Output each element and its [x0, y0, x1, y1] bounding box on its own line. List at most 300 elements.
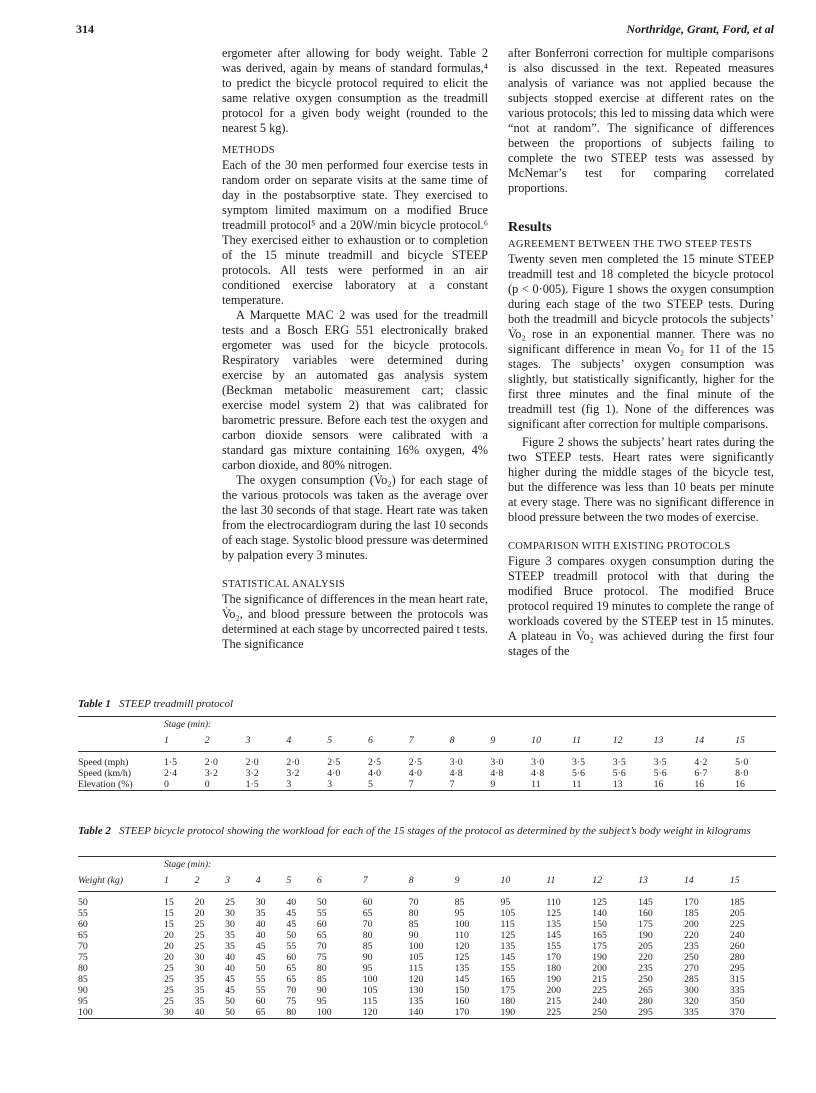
table-cell: 3·5 — [653, 757, 667, 768]
table-cell: 60 — [362, 897, 373, 908]
table-row — [78, 757, 776, 768]
table-cell: 7 — [449, 779, 455, 790]
stage-number: 12 — [612, 735, 623, 746]
table-cell: 3·0 — [531, 757, 545, 768]
table-cell: 115 — [362, 996, 378, 1007]
table-cell: 15 — [164, 908, 174, 919]
stage-number: 6 — [316, 875, 322, 886]
methods-paragraph: The oxygen consumption (V̇o₂) for each stage of the various protocols was taken as the average over the last 30 seconds of that stage. Heart rate was taken from the electrocardiogram during the last 10 seconds of each stage. Systolic blood pressure was determined by palpation every 3 minutes. — [222, 473, 488, 562]
table1-stage-row — [78, 731, 776, 752]
table-cell: 3·2 — [286, 768, 300, 779]
agreement-paragraph: Twenty seven men completed the 15 minute STEEP treadmill test and 18 completed the bicycle protocol (p < 0·005). Figure 1 shows the oxygen consumption during each stage of the two STEEP tests. During both the treadmill and bicycle protocols the subjects’ V̇o₂ rose in an exponential manner. There was no significant difference in mean V̇o₂ for 11 of the 15 stages. The subjects’ oxygen consumption was slightly, but statistically significantly, higher for the first three minutes and the final minute of the treadmill test (fig 1). None of the differences was significant after correction for multiple comparisons. — [508, 252, 774, 431]
table-cell: 105 — [500, 908, 516, 919]
table-row — [78, 919, 776, 930]
table-cell: 80 — [286, 1007, 297, 1018]
table-cell: 2·0 — [286, 757, 300, 768]
table-row — [78, 1007, 776, 1019]
table-cell: 225 — [729, 919, 745, 930]
stage-number: 7 — [362, 875, 368, 886]
table-row — [78, 985, 776, 996]
table-cell: 16 — [735, 779, 745, 790]
table-cell: 45 — [286, 908, 297, 919]
table-cell: 115 — [500, 919, 515, 930]
table-cell: 135 — [500, 941, 516, 952]
table-cell: 280 — [638, 996, 653, 1007]
table-cell: 90 — [316, 985, 327, 996]
row-label: 85 — [78, 974, 88, 985]
table-row — [78, 908, 776, 919]
table-cell: 25 — [194, 930, 205, 941]
table-cell: 270 — [684, 963, 699, 974]
table-cell: 4·8 — [449, 768, 463, 779]
stage-number: 14 — [694, 735, 705, 746]
table-cell: 40 — [225, 952, 235, 963]
table-cell: 180 — [500, 996, 516, 1007]
table-bottom-rule — [78, 1019, 776, 1020]
table-cell: 35 — [255, 908, 266, 919]
table-cell: 350 — [729, 996, 745, 1007]
table-cell: 200 — [684, 919, 699, 930]
row-label: Elevation (%) — [78, 779, 133, 790]
row-label: 80 — [78, 963, 88, 974]
table-cell: 145 — [638, 897, 653, 908]
table-cell: 320 — [684, 996, 699, 1007]
agreement-heading: AGREEMENT BETWEEN THE TWO STEEP TESTS — [508, 239, 753, 250]
table-cell: 190 — [638, 930, 653, 941]
table-cell: 125 — [454, 952, 470, 963]
table-cell: 300 — [684, 985, 699, 996]
table-cell: 70 — [408, 897, 419, 908]
row-label: 90 — [78, 985, 88, 996]
table-cell: 2·0 — [245, 757, 259, 768]
stage-number: 1 — [164, 735, 169, 746]
table-cell: 65 — [255, 1007, 266, 1018]
row-label: 55 — [78, 908, 88, 919]
table-cell: 2·5 — [408, 757, 422, 768]
table-cell: 95 — [316, 996, 327, 1007]
table-cell: 135 — [454, 963, 470, 974]
stage-number: 5 — [286, 875, 292, 886]
table-cell: 1·5 — [164, 757, 178, 768]
table-row — [78, 897, 776, 908]
comparison-heading: COMPARISON WITH EXISTING PROTOCOLS — [508, 541, 731, 552]
table-cell: 120 — [454, 941, 470, 952]
table-cell: 240 — [592, 996, 607, 1007]
table-cell: 185 — [684, 908, 699, 919]
table-cell: 80 — [316, 963, 327, 974]
table-row — [78, 930, 776, 941]
table-cell: 16 — [653, 779, 664, 790]
table-cell: 55 — [286, 941, 297, 952]
table-cell: 170 — [684, 897, 699, 908]
table-cell: 13 — [612, 779, 623, 790]
table-cell: 130 — [408, 985, 424, 996]
table-cell: 40 — [255, 919, 266, 930]
table-cell: 215 — [546, 996, 562, 1007]
table-cell: 180 — [546, 963, 562, 974]
table-cell: 200 — [592, 963, 607, 974]
stage-number: 10 — [500, 875, 511, 886]
table-cell: 35 — [194, 985, 205, 996]
table-cell: 185 — [729, 897, 745, 908]
table-cell: 16 — [694, 779, 705, 790]
table-cell: 20 — [164, 941, 174, 952]
row-label: 50 — [78, 897, 88, 908]
table-cell: 165 — [592, 930, 607, 941]
table-cell: 50 — [225, 1007, 235, 1018]
table-cell: 70 — [316, 941, 327, 952]
table-row — [78, 768, 776, 779]
stage-number: 10 — [531, 735, 541, 746]
table-cell: 3·2 — [204, 768, 218, 779]
table-cell: 95 — [362, 963, 373, 974]
table-row — [78, 996, 776, 1007]
table-cell: 115 — [408, 963, 424, 974]
table-cell: 0 — [164, 779, 169, 790]
table2 — [78, 856, 776, 1019]
table-cell: 235 — [638, 963, 653, 974]
table-cell: 190 — [592, 952, 607, 963]
table-cell: 90 — [362, 952, 373, 963]
table-cell: 45 — [255, 952, 266, 963]
table-cell: 55 — [255, 985, 266, 996]
table-cell: 200 — [546, 985, 562, 996]
stage-number: 13 — [653, 735, 664, 746]
table-cell: 8·0 — [735, 768, 749, 779]
table-cell: 2·5 — [327, 757, 341, 768]
table-row — [78, 963, 776, 974]
table-cell: 280 — [729, 952, 745, 963]
table2-weight-header: Weight (kg) — [78, 875, 124, 886]
table2-caption-label: Table 2 — [78, 825, 111, 837]
table2-caption — [78, 825, 768, 838]
table-cell: 75 — [316, 952, 327, 963]
row-label: 65 — [78, 930, 88, 941]
stage-number: 5 — [327, 735, 333, 746]
table-cell: 2·5 — [367, 757, 382, 768]
stage-number: 7 — [408, 735, 414, 746]
table-cell: 65 — [286, 974, 297, 985]
table-cell: 50 — [255, 963, 266, 974]
table-cell: 11 — [571, 779, 582, 790]
table-cell: 370 — [729, 1007, 745, 1018]
table-cell: 35 — [225, 930, 235, 941]
table-cell: 295 — [729, 963, 745, 974]
table-cell: 250 — [592, 1007, 607, 1018]
table-cell: 145 — [546, 930, 562, 941]
table1-caption-label: Table 1 — [78, 698, 111, 710]
table-cell: 285 — [684, 974, 699, 985]
table-cell: 100 — [362, 974, 378, 985]
table-cell: 1·5 — [245, 779, 259, 790]
table-cell: 5·6 — [653, 768, 667, 779]
table-cell: 55 — [255, 974, 266, 985]
table-cell: 50 — [286, 930, 297, 941]
table-row — [78, 941, 776, 952]
table-cell: 20 — [164, 952, 174, 963]
table-cell: 80 — [362, 930, 373, 941]
table-cell: 40 — [286, 897, 297, 908]
running-head: Northridge, Grant, Ford, et al — [626, 22, 774, 36]
table-cell: 120 — [362, 1007, 378, 1018]
table2-caption-text: STEEP bicycle protocol showing the workload for each of the 15 stages of the protocol as determined by the subject’s body weight in kilograms — [119, 825, 751, 837]
table-cell: 4·0 — [408, 768, 422, 779]
table-cell: 175 — [638, 919, 653, 930]
table-cell: 5·6 — [612, 768, 626, 779]
table-cell: 155 — [546, 941, 562, 952]
stats-paragraph: The significance of differences in the mean heart rate, V̇o₂, and blood pressure between the protocols was determined at each stage by uncorrected paired t tests. The significance — [222, 592, 488, 651]
table-cell: 295 — [638, 1007, 653, 1018]
table-cell: 30 — [194, 952, 205, 963]
table-cell: 25 — [164, 985, 174, 996]
table-cell: 335 — [729, 985, 745, 996]
table-cell: 100 — [316, 1007, 332, 1018]
table-cell: 110 — [546, 897, 561, 908]
stage-number: 4 — [286, 735, 292, 746]
table-cell: 160 — [454, 996, 470, 1007]
table-cell: 65 — [362, 908, 373, 919]
table1-caption-text: STEEP treadmill protocol — [119, 698, 234, 710]
table-cell: 50 — [225, 996, 235, 1007]
table-cell: 4·2 — [694, 757, 708, 768]
table-cell: 4·8 — [531, 768, 545, 779]
comparison-paragraph: Figure 3 compares oxygen consumption during the STEEP treadmill protocol with that during the modified Bruce protocol. The modified Bruce protocol required 19 minutes to complete the range of workloads covered by the STEEP test in 15 minutes. A plateau in V̇o₂ was achieved during the first four stages of the — [508, 554, 774, 658]
table-cell: 30 — [225, 919, 235, 930]
row-label: 100 — [78, 1007, 93, 1018]
table-cell: 40 — [255, 930, 266, 941]
table-cell: 265 — [638, 985, 653, 996]
table-cell: 4·0 — [367, 768, 382, 779]
table-cell: 75 — [286, 996, 297, 1007]
table-cell: 140 — [592, 908, 607, 919]
stage-number: 6 — [367, 735, 373, 746]
stage-number: 3 — [245, 735, 251, 746]
table-cell: 250 — [638, 974, 653, 985]
table-cell: 25 — [225, 897, 235, 908]
table-cell: 170 — [546, 952, 562, 963]
table-cell: 105 — [362, 985, 378, 996]
table-cell: 20 — [164, 930, 174, 941]
page-number: 314 — [76, 22, 94, 36]
stage-number: 1 — [164, 875, 169, 886]
table-cell: 15 — [164, 919, 174, 930]
table-cell: 25 — [194, 941, 205, 952]
table-cell: 125 — [592, 897, 607, 908]
agreement-paragraph: Figure 2 shows the subjects’ heart rates during the two STEEP tests. Heart rates were significantly higher during the middle stages of the bicycle test, but the difference was less than 10 beats per minute at every stage. There was no significant difference in blood pressure between the two modes of exercise. — [508, 435, 774, 524]
table-cell: 3 — [286, 779, 292, 790]
table-cell: 145 — [454, 974, 470, 985]
table-cell: 235 — [684, 941, 699, 952]
continued-paragraph: after Bonferroni correction for multiple comparisons is also discussed in the text. Repeated measures analysis of variance was not applied because the subjects stopped exercise at different rates on the various protocols; this led to missing data which were “not at random”. The significance of differences between the proportions of subjects failing to complete the two STEEP tests was assessed by McNemar’s test for comparing correlated proportions. — [508, 46, 774, 195]
table-cell: 9 — [490, 779, 496, 790]
table-cell: 2·4 — [164, 768, 178, 779]
stage-number: 14 — [684, 875, 694, 886]
stage-number: 8 — [449, 735, 455, 746]
table-cell: 45 — [255, 941, 266, 952]
table-cell: 25 — [164, 996, 174, 1007]
results-heading: Results — [508, 220, 552, 235]
table-cell: 11 — [531, 779, 541, 790]
table-cell: 105 — [408, 952, 424, 963]
table-bottom-rule — [78, 791, 776, 792]
table-cell: 95 — [500, 897, 511, 908]
table-cell: 5 — [367, 779, 373, 790]
table1-stage-header: Stage (min): — [164, 720, 212, 730]
stage-number: 3 — [225, 875, 231, 886]
table-cell: 65 — [316, 930, 327, 941]
methods-heading: METHODS — [222, 145, 275, 156]
table-cell: 2·0 — [204, 757, 218, 768]
table-cell: 30 — [255, 897, 266, 908]
table-cell: 3·5 — [612, 757, 626, 768]
table-cell: 90 — [408, 930, 419, 941]
table-cell: 25 — [164, 974, 174, 985]
table-cell: 45 — [225, 985, 235, 996]
table2-stage-row — [78, 871, 776, 892]
table-cell: 50 — [316, 897, 327, 908]
stage-number: 9 — [454, 875, 460, 886]
table-cell: 95 — [454, 908, 465, 919]
table-cell: 0 — [204, 779, 210, 790]
table-row — [78, 974, 776, 985]
table-cell: 225 — [592, 985, 607, 996]
table-cell: 60 — [255, 996, 266, 1007]
table-cell: 3 — [327, 779, 333, 790]
stage-number: 4 — [255, 875, 261, 886]
table-cell: 35 — [194, 974, 205, 985]
table-cell: 125 — [546, 908, 562, 919]
stage-number: 9 — [490, 735, 496, 746]
table-cell: 70 — [286, 985, 297, 996]
row-label: Speed (mph) — [78, 757, 129, 768]
table-cell: 135 — [546, 919, 562, 930]
stage-number: 15 — [735, 735, 745, 746]
table-cell: 70 — [362, 919, 373, 930]
table-cell: 60 — [316, 919, 327, 930]
table-cell: 30 — [225, 908, 235, 919]
table-cell: 315 — [729, 974, 745, 985]
table-cell: 85 — [362, 941, 373, 952]
intro-paragraph: ergometer after allowing for body weight. Table 2 was derived, again by means of standard formulas,⁴ to predict the bicycle protocol required to elicit the same relative oxygen consumption as the treadmill protocol for a given body weight (rounded to the nearest 5 kg). — [222, 46, 488, 135]
table-cell: 175 — [592, 941, 607, 952]
table-row — [78, 952, 776, 963]
table-cell: 60 — [286, 952, 297, 963]
stage-number: 2 — [194, 875, 200, 886]
table-cell: 205 — [638, 941, 653, 952]
table-cell: 155 — [500, 963, 516, 974]
table-cell: 7 — [408, 779, 414, 790]
table-cell: 150 — [592, 919, 607, 930]
table-cell: 5·6 — [571, 768, 586, 779]
table-cell: 45 — [225, 974, 235, 985]
table-cell: 100 — [454, 919, 470, 930]
table-cell: 240 — [729, 930, 745, 941]
table-cell: 125 — [500, 930, 516, 941]
stage-number: 11 — [571, 735, 582, 746]
table-cell: 3·0 — [490, 757, 504, 768]
stage-number: 12 — [592, 875, 603, 886]
table-cell: 25 — [164, 963, 174, 974]
table-cell: 6·7 — [694, 768, 708, 779]
table-cell: 35 — [194, 996, 205, 1007]
table-cell: 190 — [500, 1007, 516, 1018]
table-cell: 3·2 — [245, 768, 259, 779]
stage-number: 11 — [546, 875, 556, 886]
table-cell: 220 — [638, 952, 653, 963]
table-cell: 205 — [729, 908, 745, 919]
table-cell: 20 — [194, 908, 205, 919]
table-cell: 145 — [500, 952, 516, 963]
table-cell: 40 — [225, 963, 235, 974]
row-label: 60 — [78, 919, 88, 930]
table-cell: 165 — [500, 974, 516, 985]
table-cell: 3·0 — [449, 757, 463, 768]
table-cell: 110 — [454, 930, 469, 941]
table-cell: 175 — [500, 985, 516, 996]
table-cell: 85 — [316, 974, 327, 985]
table-cell: 35 — [225, 941, 235, 952]
table2-stage-header: Stage (min): — [164, 860, 212, 870]
table-cell: 4·8 — [490, 768, 504, 779]
table1-caption — [78, 698, 233, 710]
row-label: 75 — [78, 952, 88, 963]
left-column — [222, 46, 488, 652]
table-cell: 250 — [684, 952, 699, 963]
table-cell: 120 — [408, 974, 424, 985]
table-cell: 15 — [164, 897, 174, 908]
table-cell: 160 — [638, 908, 653, 919]
table-cell: 55 — [316, 908, 327, 919]
table-cell: 5·0 — [735, 757, 749, 768]
table1 — [78, 716, 776, 791]
table-cell: 40 — [194, 1007, 205, 1018]
table-cell: 65 — [286, 963, 297, 974]
table-cell: 85 — [408, 919, 419, 930]
table-cell: 225 — [546, 1007, 562, 1018]
table-cell: 190 — [546, 974, 562, 985]
methods-paragraph: Each of the 30 men performed four exercise tests in random order on separate visits at the same time of day in the postabsorptive state. They exercised to symptom limited maximum on a modified Bruce treadmill protocol⁵ and a 20W/min bicycle protocol.⁶ They exercised either to exhaustion or to completion of the 15 minute treadmill and bicycle STEEP protocols. All tests were performed in an air conditioned exercise laboratory at a constant temperature. — [222, 158, 488, 307]
table-cell: 100 — [408, 941, 424, 952]
table-cell: 45 — [286, 919, 297, 930]
table-cell: 135 — [408, 996, 424, 1007]
table-cell: 30 — [164, 1007, 174, 1018]
row-label: Speed (km/h) — [78, 768, 132, 779]
table-cell: 215 — [592, 974, 607, 985]
table-cell: 170 — [454, 1007, 470, 1018]
stage-number: 15 — [729, 875, 740, 886]
stage-number: 13 — [638, 875, 648, 886]
row-label: 95 — [78, 996, 88, 1007]
table-cell: 335 — [684, 1007, 699, 1018]
table-cell: 140 — [408, 1007, 424, 1018]
table-cell: 80 — [408, 908, 419, 919]
table-cell: 4·0 — [327, 768, 341, 779]
methods-paragraph: A Marquette MAC 2 was used for the treadmill tests and a Bosch ERG 551 electronically braked ergometer was used for the bicycle protocols. Respiratory variables were determined during exercise by an automated gas analysis system (Beckman metabolic measurement cart; classic exercise model system 2) that was calibrated for barometric pressure. Before each test the oxygen and carbon dioxide sensors were calibrated with a standard gas mixture containing 16% oxygen, 4% carbon dioxide, and 80% nitrogen. — [222, 308, 488, 472]
table-cell: 220 — [684, 930, 699, 941]
table-cell: 85 — [454, 897, 465, 908]
stats-heading: STATISTICAL ANALYSIS — [222, 579, 346, 590]
table-cell: 30 — [194, 963, 205, 974]
row-label: 70 — [78, 941, 88, 952]
table-cell: 3·5 — [571, 757, 586, 768]
table-cell: 25 — [194, 919, 205, 930]
stage-number: 8 — [408, 875, 414, 886]
stage-number: 2 — [204, 735, 210, 746]
table-cell: 260 — [729, 941, 745, 952]
table-cell: 150 — [454, 985, 470, 996]
table-row — [78, 779, 776, 791]
table-cell: 20 — [194, 897, 205, 908]
